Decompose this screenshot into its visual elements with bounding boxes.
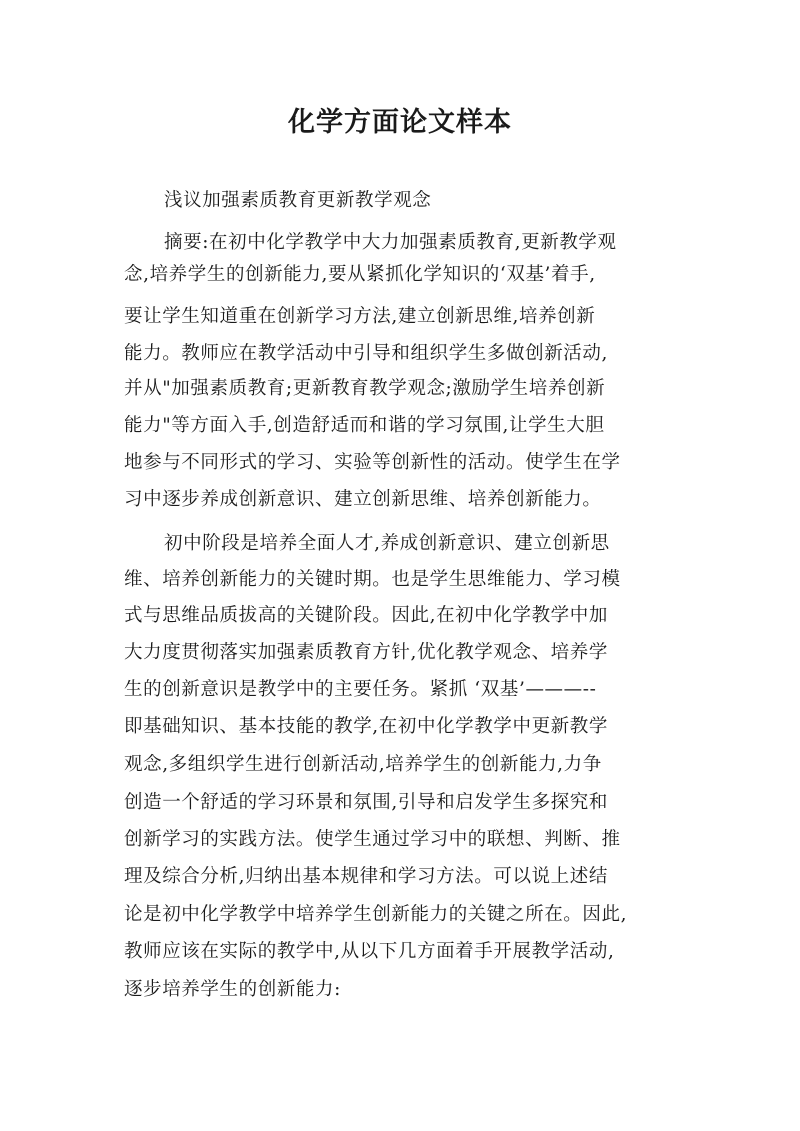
- abstract-line: 摘要:在初中化学教学中大力加强素质教育,更新教学观: [164, 232, 617, 253]
- body-line: 论是初中化学教学中培养学生创新能力的关键之所在。因此,: [124, 904, 628, 925]
- body-line: 维、培养创新能力的关键时期。也是学生思维能力、学习模: [124, 569, 621, 590]
- abstract-line: 念,培养学生的创新能力,要从紧抓化学知识的‘双基’着手,: [124, 264, 596, 285]
- body-line: 创造一个舒适的学习环景和氛围,引导和启发学生多探究和: [124, 792, 608, 813]
- abstract-line: 地参与不同形式的学习、实验等创新性的活动。使学生在学: [124, 452, 621, 473]
- body-line: 理及综合分析,归纳出基本规律和学习方法。可以说上述结: [124, 866, 608, 887]
- subtitle-line: 浅议加强素质教育更新教学观念: [164, 190, 432, 211]
- body-line: 大力度贯彻落实加强素质教育方针,优化教学观念、培养学: [124, 642, 608, 663]
- body-line: 生的创新意识是教学中的主要任务。紧抓 ‘双基’———--: [124, 679, 597, 700]
- body-line: 观念,多组织学生进行创新活动,培养学生的创新能力,力争: [124, 754, 602, 775]
- page-title: 化学方面论文样本: [288, 107, 512, 138]
- abstract-line: 能力。教师应在教学活动中引导和组织学生多做创新活动,: [124, 343, 608, 364]
- abstract-line: 习中逐步养成创新意识、建立创新思维、培养创新能力。: [124, 489, 602, 510]
- body-line: 式与思维品质拔高的关键阶段。因此,在初中化学教学中加: [124, 605, 608, 626]
- abstract-line: 并从"加强素质教育;更新教育教学观念;激励学生培养创新: [124, 378, 606, 399]
- abstract-line: 要让学生知道重在创新学习方法,建立创新思维,培养创新: [124, 306, 596, 327]
- abstract-line: 能力"等方面入手,创造舒适而和谐的学习氛围,让学生大胆: [124, 415, 605, 436]
- body-line: 即基础知识、基本技能的教学,在初中化学教学中更新教学: [124, 716, 608, 737]
- body-line: 逐步培养学生的创新能力:: [124, 979, 341, 1000]
- body-line: 初中阶段是培养全面人才,养成创新意识、建立创新思: [164, 533, 610, 554]
- body-line: 教师应该在实际的教学中,从以下几方面着手开展教学活动,: [124, 941, 615, 962]
- body-line: 创新学习的实践方法。使学生通过学习中的联想、判断、推: [124, 829, 621, 850]
